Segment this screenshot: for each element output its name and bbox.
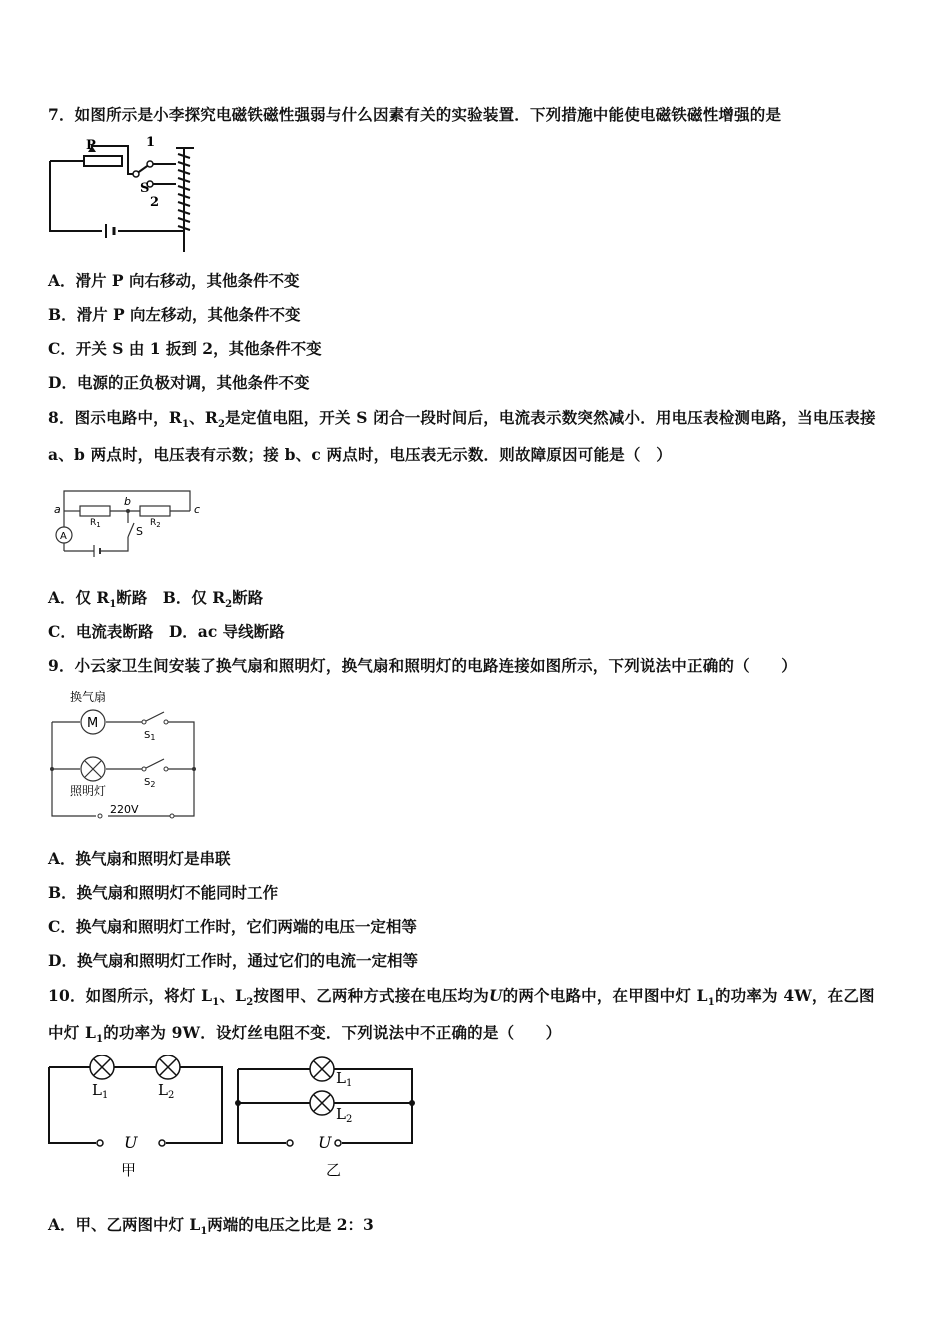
label-lamp: 照明灯	[70, 784, 107, 798]
label-s: S	[140, 181, 150, 196]
label-c: c	[194, 503, 201, 516]
q9-option-b[interactable]: B．换气扇和照明灯不能同时工作	[48, 883, 279, 902]
q8-stem-line1: 8．图示电路中，$R_1$、$R_2$是定值电阻，开关 S 闭合一段时间后，电流表示数突然减小．用电压表检测电路，当电压表接	[48, 408, 876, 431]
q8-stem-line2: a、b 两点时，电压表有示数；接 b、c 两点时，电压表无示数．则故障原因可能是（ ）	[48, 445, 672, 464]
label-2: 2	[150, 195, 160, 210]
label-r1: $R_1$	[90, 518, 101, 529]
q7-option-d[interactable]: D．电源的正负极对调，其他条件不变	[48, 373, 310, 392]
q7-option-c[interactable]: C．开关 S 由 1 扳到 2，其他条件不变	[48, 339, 322, 358]
q9-option-c[interactable]: C．换气扇和照明灯工作时，它们两端的电压一定相等	[48, 917, 417, 936]
label-u: U	[124, 1133, 138, 1152]
label-s: S	[136, 525, 143, 538]
q9-stem: 9．小云家卫生间安装了换气扇和照明灯，换气扇和照明灯的电路连接如图所示，下列说法中正确的（ ）	[48, 656, 797, 675]
label-b: b	[124, 495, 131, 508]
label-fan: 换气扇	[70, 690, 107, 704]
label-jia: 甲	[121, 1161, 137, 1179]
q9-option-a[interactable]: A．换气扇和照明灯是串联	[48, 849, 231, 868]
label-p: P	[86, 138, 96, 153]
q7-option-a[interactable]: A．滑片 P 向右移动，其他条件不变	[48, 271, 300, 290]
label-a: a	[54, 503, 61, 516]
q10-stem-line1: 10．如图所示，将灯 $L_1$、$L_2$按图甲、乙两种方式接在电压均为U的两个电路中，在甲图中灯 $L_1$的功率为 4W，在乙图	[48, 986, 875, 1009]
q7-option-b[interactable]: B．滑片 P 向左移动，其他条件不变	[48, 305, 301, 324]
q10-option-a[interactable]: A．甲、乙两图中灯 $L_1$两端的电压之比是 2：3	[48, 1215, 374, 1238]
q8-circuit-figure	[50, 485, 210, 565]
label-yi: 乙	[326, 1161, 342, 1179]
label-r2: $R_2$	[150, 518, 161, 529]
label-u: U	[318, 1133, 332, 1152]
svg-text:A: A	[60, 531, 67, 542]
label-s2: $S_2$	[144, 777, 156, 789]
label-l2: $L_2$	[336, 1105, 353, 1125]
q8-options-ab[interactable]: A．仅 $R_1$断路 B．仅 $R_2$断路	[48, 588, 264, 611]
q9-option-d[interactable]: D．换气扇和照明灯工作时，通过它们的电流一定相等	[48, 951, 418, 970]
q8-options-cd[interactable]: C．电流表断路 D．ac 导线断路	[48, 622, 285, 641]
label-s1: $S_1$	[144, 730, 156, 742]
q7-stem: 7．如图所示是小李探究电磁铁磁性强弱与什么因素有关的实验装置．下列措施中能使电磁铁磁性增强的是	[48, 105, 782, 124]
q9-circuit-figure	[46, 684, 206, 829]
label-1: 1	[146, 136, 156, 150]
q10-stem-line2: 中灯 $L_1$的功率为 9W．设灯丝电阻不变．下列说法中不正确的是（ ）	[48, 1023, 562, 1046]
label-220v: 220V	[110, 803, 139, 816]
q7-electromagnet-figure	[44, 136, 204, 261]
label-l2: $L_2$	[158, 1081, 175, 1101]
label-l1: $L_1$	[92, 1081, 109, 1101]
q10-figure-jia	[46, 1055, 226, 1185]
q10-figure-yi	[234, 1055, 424, 1185]
svg-text:M: M	[87, 716, 99, 731]
label-l1: $L_1$	[336, 1069, 353, 1089]
